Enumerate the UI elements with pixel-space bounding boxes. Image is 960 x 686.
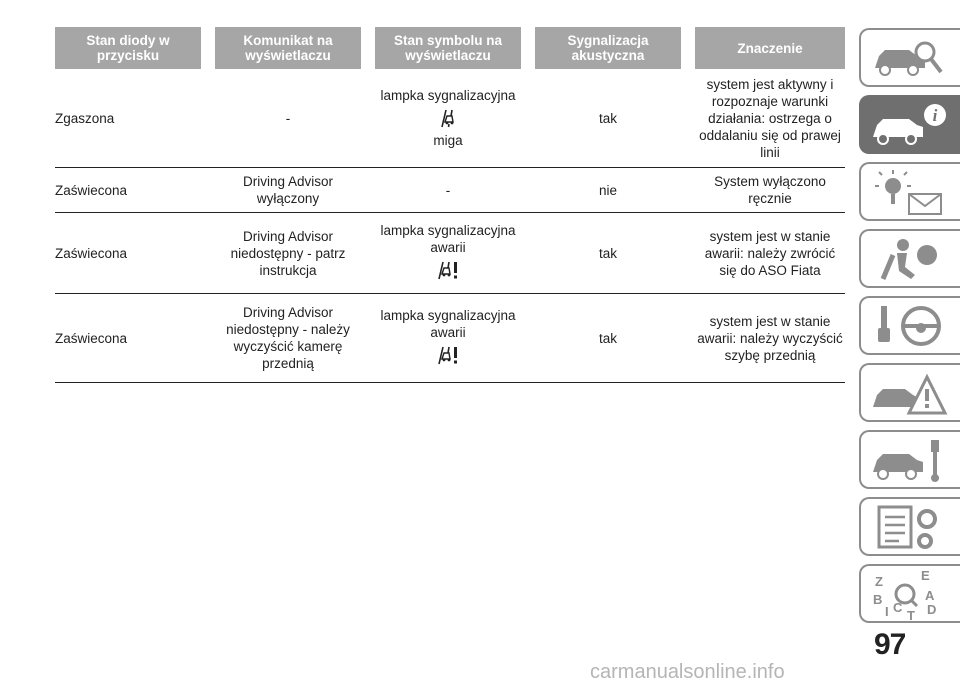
- index-letter: E: [921, 570, 930, 583]
- svg-text:i: i: [932, 106, 938, 125]
- table-row: [55, 294, 845, 383]
- index-letter: D: [927, 602, 937, 617]
- index-letter: B: [873, 592, 883, 607]
- tab-car-info[interactable]: [859, 95, 960, 154]
- header-gap: [681, 27, 695, 69]
- header-gap: [361, 27, 375, 69]
- watermark-text: carmanualsonline.info: [590, 661, 785, 683]
- symbol-cell: [375, 69, 521, 168]
- header-gap: [521, 27, 535, 69]
- table-row: [55, 69, 845, 168]
- alphabet-index-icon: [869, 570, 949, 620]
- tab-maintenance[interactable]: [859, 430, 960, 489]
- header-led-state: Stan diody w przycisku: [55, 27, 201, 69]
- key-steering-wheel-icon: [869, 302, 949, 352]
- meaning-cell: system jest w stanie awarii: należy zwrócić się do ASO Fiata: [695, 213, 845, 294]
- table-row: [55, 213, 845, 294]
- meaning-cell: system jest aktywny i rozpoznaje warunki działania: ostrzega o oddalaniu się od prawej linii: [695, 69, 845, 168]
- header-gap: [201, 27, 215, 69]
- page-number: 97: [874, 628, 906, 661]
- symbol-text: lampka sygnalizacyjna: [380, 88, 516, 103]
- tab-safety[interactable]: [859, 229, 960, 288]
- message-cell: Driving Advisor wyłączony: [215, 168, 361, 213]
- lane-fault-icon: [377, 260, 519, 280]
- header-meaning: Znaczenie: [695, 27, 845, 69]
- tab-technical-data[interactable]: [859, 497, 960, 556]
- table-header-row: [55, 27, 845, 69]
- car-wrench-icon: [869, 436, 949, 486]
- symbol-cell: [375, 294, 521, 383]
- index-letter: I: [885, 604, 889, 619]
- message-cell: Driving Advisor niedostępny - patrz instrukcja: [215, 213, 361, 294]
- message-cell: -: [215, 69, 361, 168]
- tab-starting-driving[interactable]: [859, 296, 960, 355]
- car-info-icon: [869, 101, 949, 151]
- index-letter: Z: [875, 574, 883, 589]
- led-state-cell: Zaświecona: [55, 168, 201, 213]
- led-state-cell: Zaświecona: [55, 213, 201, 294]
- acoustic-cell: tak: [535, 294, 681, 383]
- car-warning-triangle-icon: [869, 369, 949, 419]
- acoustic-cell: tak: [535, 69, 681, 168]
- header-symbol-state: Stan symbolu na wyświetlaczu: [375, 27, 521, 69]
- lane-fault-icon: [377, 345, 519, 365]
- symbol-cell: -: [375, 168, 521, 213]
- meaning-cell: System wyłączono ręcznie: [695, 168, 845, 213]
- table-row: [55, 168, 845, 213]
- car-search-icon: [869, 34, 949, 84]
- tab-index[interactable]: [859, 564, 960, 623]
- meaning-cell: system jest w stanie awarii: należy wyczyścić szybę przednią: [695, 294, 845, 383]
- tab-warning-lights[interactable]: [859, 162, 960, 221]
- header-display-message: Komunikat na wyświetlaczu: [215, 27, 361, 69]
- symbol-text: lampka sygnalizacyjna awarii: [380, 308, 516, 340]
- led-state-cell: Zaświecona: [55, 294, 201, 383]
- spec-sheet-gears-icon: [869, 503, 949, 553]
- warning-light-envelope-icon: [869, 168, 949, 218]
- message-cell: Driving Advisor niedostępny - należy wyczyścić kamerę przednią: [215, 294, 361, 383]
- symbol-text: miga: [433, 133, 463, 148]
- lane-warning-icon: [377, 108, 519, 128]
- symbol-text: lampka sygnalizacyjna awarii: [380, 223, 516, 255]
- index-letter: A: [925, 588, 935, 603]
- symbol-cell: [375, 213, 521, 294]
- index-letter: C: [893, 600, 903, 615]
- acoustic-cell: tak: [535, 213, 681, 294]
- tab-car-overview[interactable]: [859, 28, 960, 87]
- header-acoustic: Sygnalizacja akustyczna: [535, 27, 681, 69]
- chapter-tabs: [859, 28, 960, 631]
- acoustic-cell: nie: [535, 168, 681, 213]
- led-state-cell: Zgaszona: [55, 69, 201, 168]
- airbag-seat-icon: [869, 235, 949, 285]
- driving-advisor-status-table: [55, 27, 845, 383]
- index-letter: T: [907, 608, 915, 620]
- tab-emergency[interactable]: [859, 363, 960, 422]
